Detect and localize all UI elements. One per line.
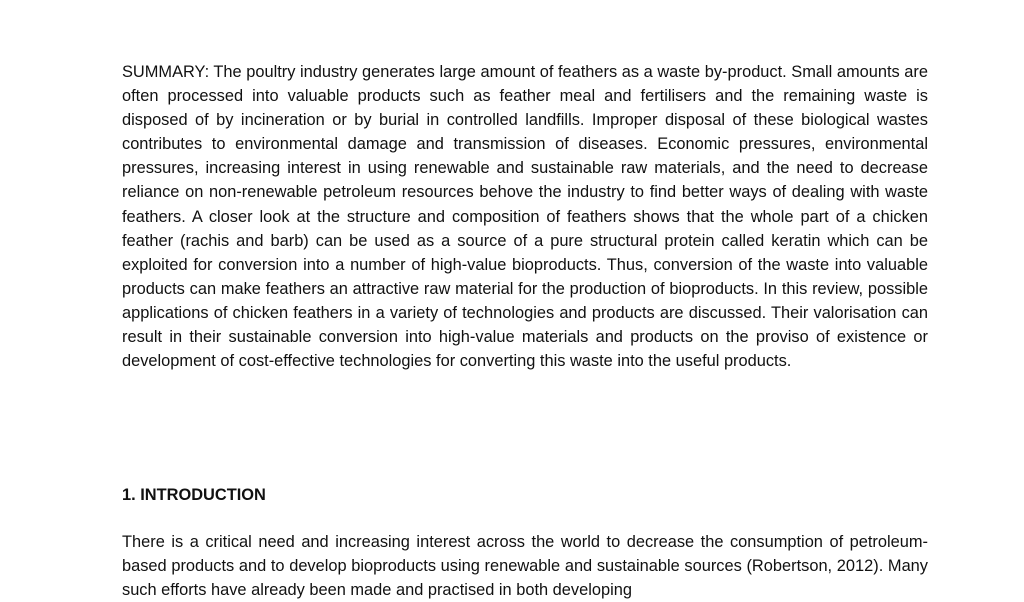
introduction-paragraph: There is a critical need and increasing interest across the world to decrease the consumption of petroleum-based products and to develop bioproducts using renewable and sustainable sources (Robertson, 2012). Many such efforts have already been made and practised in both developing xyxy=(122,533,928,600)
paper-page xyxy=(122,60,928,600)
summary-paragraph: SUMMARY: The poultry industry generates large amount of feathers as a waste by-product. Small amounts are often processed into valuable products such as feather meal and fertilisers and the remaining waste is disposed of by incineration or by burial in controlled landfills. Improper disposal of these biological wastes contributes to environmental damage and transmission of diseases. Economic pressures, environmental pressures, increasing interest in using renewable and sustainable raw materials, and the need to decrease reliance on non-renewable petroleum resources behove the industry to find better ways of dealing with waste feathers. A closer look at the structure and composition of feathers shows that the whole part of a chicken feather (rachis and barb) can be used as a source of a pure structural protein called keratin which can be exploited for conversion into a number of high-value bioproducts. Thus, conversion of the waste into valuable products can make feathers an attractive raw material for the production of bioproducts. In this review, possible applications of chicken feathers in a variety of technologies and products are discussed. Their valorisation can result in their sustainable conversion into high-value materials and products on the proviso of existence or development of cost-effective technologies for converting this waste into the useful products. xyxy=(122,63,928,371)
section-heading: 1. INTRODUCTION xyxy=(122,486,266,504)
